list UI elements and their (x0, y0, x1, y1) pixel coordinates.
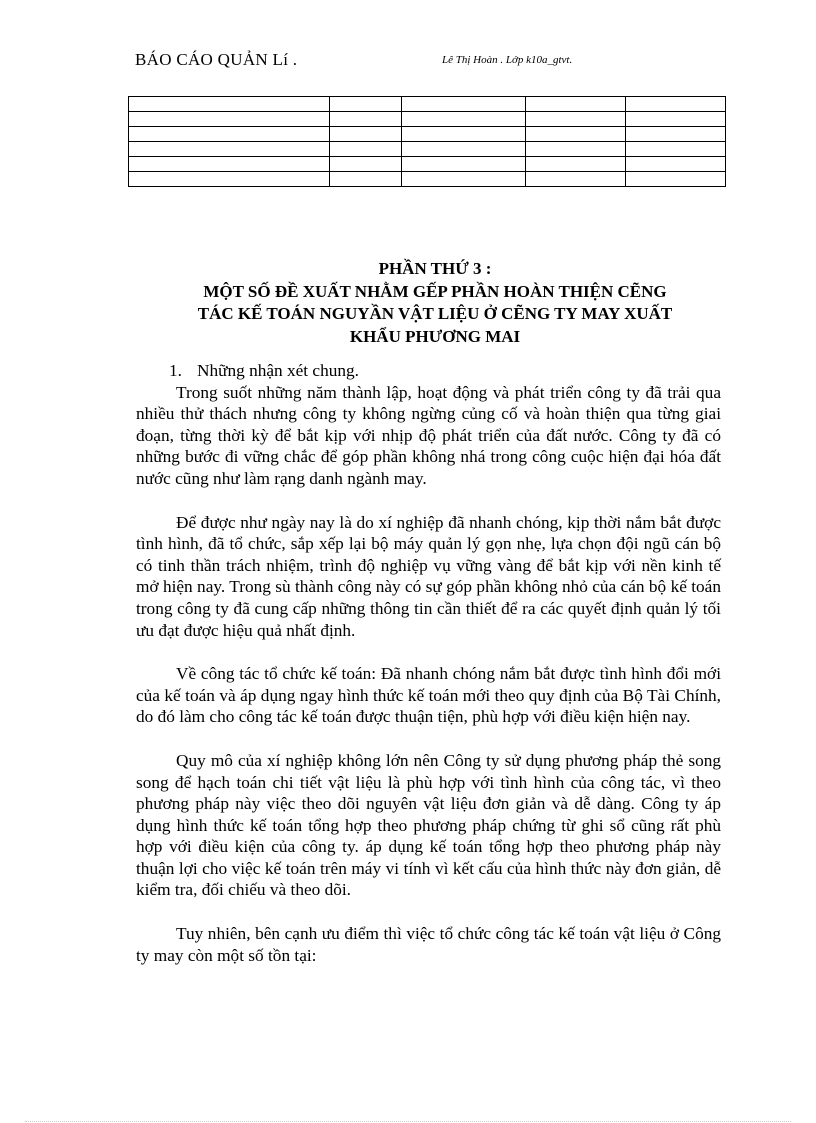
table-cell (626, 172, 726, 187)
table-cell (526, 97, 626, 112)
table-cell (129, 97, 330, 112)
title-line: TÁC KẾ TOÁN NGUYẦN VẬT LIỆU Ở CẼNG TY MAY XUẤT (197, 304, 673, 323)
table-cell (526, 127, 626, 142)
title-line: KHẨU PHƯƠNG MAI (349, 326, 521, 346)
table-cell (401, 97, 526, 112)
table-cell (626, 157, 726, 172)
table-cell (526, 157, 626, 172)
table-cell (526, 112, 626, 127)
table-row (129, 142, 726, 157)
paragraph: Tuy nhiên, bên cạnh ưu điểm thì việc tổ chức công tác kế toán vật liệu ở Công ty may còn một số tồn tại: (136, 924, 721, 965)
body-content (136, 360, 721, 988)
table-cell (526, 142, 626, 157)
table-cell (401, 127, 526, 142)
table-row (129, 97, 726, 112)
section-number: 1. (169, 361, 182, 380)
section-heading-text: Những nhận xét chung. (197, 361, 359, 380)
page-bottom-divider (25, 1121, 791, 1122)
table-cell (526, 172, 626, 187)
table-cell (626, 112, 726, 127)
table-cell (129, 172, 330, 187)
table-cell (626, 142, 726, 157)
section-title (130, 258, 740, 348)
table-cell (129, 112, 330, 127)
table-row (129, 112, 726, 127)
table-cell (401, 142, 526, 157)
table-cell (626, 97, 726, 112)
paragraph: Về công tác tổ chức kế toán: Đã nhanh chóng nắm bắt được tình hình đổi mới của kế toán và áp dụng ngay hình thức kế toán mới theo quy định của Bộ Tài Chính, do đó làm cho công tác kế toán được thuận tiện, phù hợp với điều kiện hiện nay. (136, 664, 721, 727)
table-cell (329, 172, 401, 187)
table-cell (329, 142, 401, 157)
table-cell (401, 112, 526, 127)
table-row (129, 172, 726, 187)
report-title-header: BÁO CÁO QUẢN Lí . (135, 50, 298, 69)
table-cell (129, 142, 330, 157)
table-cell (329, 127, 401, 142)
table-cell (401, 157, 526, 172)
paragraph: Trong suốt những năm thành lập, hoạt động và phát triển công ty đã trải qua nhiều thử thách nhưng công ty không ngừng củng cố và hoàn thiện qua từng giai đoạn, từng thời kỳ để bắt kịp với nhịp độ phát triển của đất nước. Công ty đã có những bước đi vững chắc để góp phần không nhá trong công cuộc hiện đại hóa đất nước cũng như làm rạng danh ngành may. (136, 382, 721, 488)
table-cell (329, 97, 401, 112)
table-cell (129, 157, 330, 172)
table-cell (329, 157, 401, 172)
table-cell (626, 127, 726, 142)
title-line: MỘT SỐ ĐỀ XUẤT NHẰM GẾP PHẦN HOÀN THIỆN CẼNG (203, 281, 667, 301)
table-row (129, 127, 726, 142)
empty-table (128, 96, 726, 187)
author-class-header: Lê Thị Hoàn . Lớp k10a_gtvt. (442, 54, 573, 66)
paragraph: Quy mô của xí nghiệp không lớn nên Công ty sử dụng phương pháp thẻ song song để hạch toán chi tiết vật liệu là phù hợp với tình hình của công tác, vì theo phương pháp này việc theo dõi nguyên vật liệu đơn giản và dễ dàng. Công ty áp dụng hình thức kế toán tổng hợp theo phương pháp chứng từ ghi sổ cũng rất phù hợp với điều kiện của công ty. áp dụng kế toán tổng hợp theo phương pháp này thuận lợi cho việc kế toán trên máy vi tính vì kết cấu của hình thức này đơn giản, dễ kiểm tra, đối chiếu và theo dõi. (136, 750, 721, 900)
table-cell (129, 127, 330, 142)
section-heading (136, 360, 721, 382)
table-cell (401, 172, 526, 187)
paragraph: Để được như ngày nay là do xí nghiệp đã nhanh chóng, kịp thời nắm bắt được tình hình, đã tổ chức, sắp xếp lại bộ máy quản lý gọn nhẹ, lựa chọn đội ngũ cán bộ có tinh thần trách nhiệm, trình độ nghiệp vụ vững vàng để bắt kịp với nền kinh tế mở hiện nay. Trong sù thành công này có sự góp phần không nhỏ của cán bộ kế toán trong công ty đã cung cấp những thông tin cần thiết để ra các quyết định quản lý tối ưu đạt được hiệu quả nhất định. (136, 512, 721, 640)
table-cell (329, 112, 401, 127)
table-row (129, 157, 726, 172)
title-part-label: PHẦN THỨ 3 : (378, 259, 492, 278)
